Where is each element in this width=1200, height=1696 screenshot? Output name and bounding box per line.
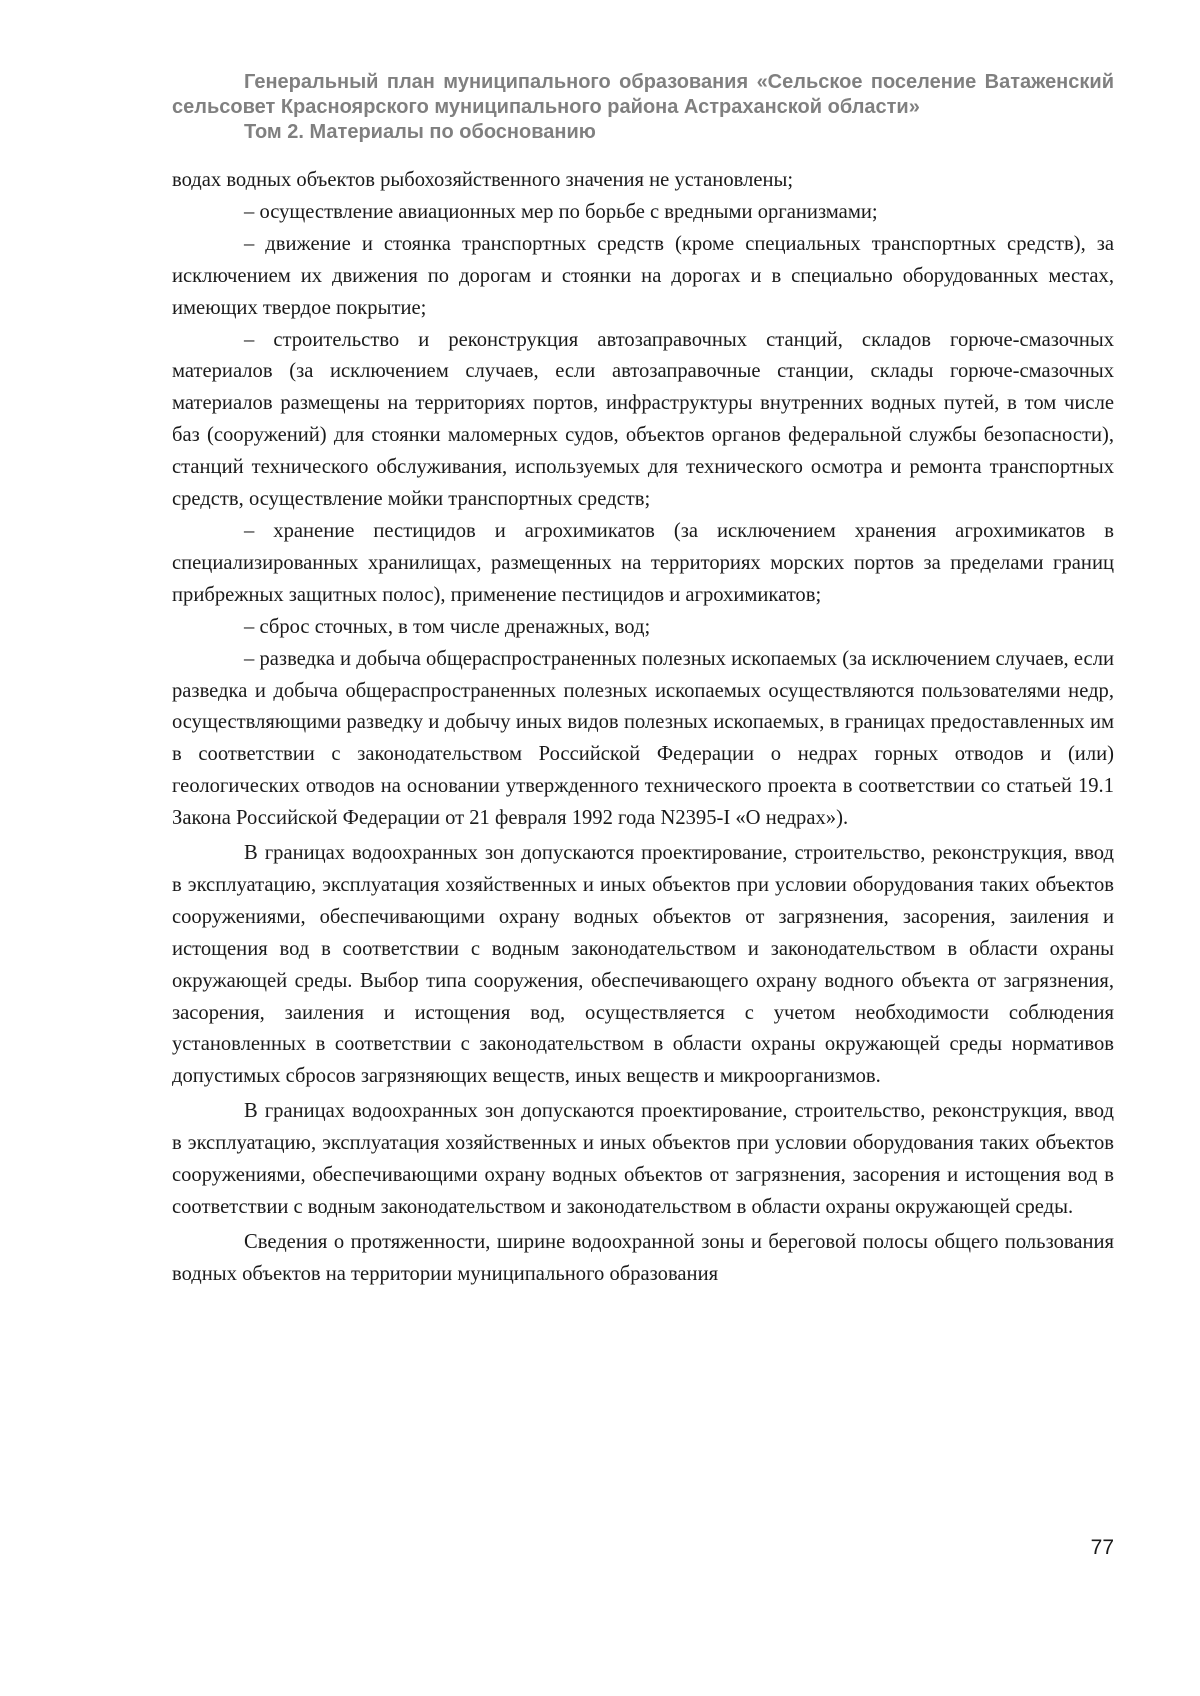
header-title-line-1: Генеральный план муниципального образования «Сельское поселение Ватаженский (244, 71, 1114, 93)
paragraph-permitted-design-2: В границах водоохранных зон допускаются проектирование, строительство, реконструкция, ввод в эксплуатацию, эксплуатация хозяйственных и иных объектов при условии оборудования таких объектов сооружениями, обеспечивающими охрану водных объектов от загрязнения, засорения и истощения вод в соответствии с водным законодательством и законодательством в области охраны окружающей среды. (172, 1100, 1114, 1218)
document-body (172, 165, 1114, 1291)
paragraph-zone-info: Сведения о протяженности, ширине водоохранной зоны и береговой полосы общего пользования водных объектов на территории муниципального образования (172, 1230, 1114, 1285)
list-item-vehicles: – движение и стоянка транспортных средств (кроме специальных транспортных средств), за исключением их движения по дорогам и стоянки на дорогах и в специально оборудованных местах, имеющих твердое покрытие; (172, 232, 1114, 319)
header-title-line-2: сельсовет Красноярского муниципального района Астраханской области» (172, 96, 920, 118)
list-item-fuel-stations: – строительство и реконструкция автозаправочных станций, складов горюче-смазочных материалов (за исключением случаев, если автозаправочные станции, склады горюче-смазочных материалов размещены на территориях портов, инфраструктуры внутренних водных путей, в том числе баз (сооружений) для стоянки маломерных судов, объектов органов федеральной службы безопасности), станций технического обслуживания, используемых для технического осмотра и ремонта транспортных средств, осуществление мойки транспортных средств; (172, 328, 1114, 511)
list-item-wastewater: – сброс сточных, в том числе дренажных, вод; (244, 615, 651, 638)
list-item-mining: – разведка и добыча общераспространенных полезных ископаемых (за исключением случаев, если разведка и добыча общераспространенных полезных ископаемых осуществляются пользователями недр, осуществляющими разведку и добычу иных видов полезных ископаемых, в границах предоставленных им в соответствии с законодательством Российской Федерации о недрах горных отводов и (или) геологических отводов на основании утвержденного технического проекта в соответствии со статьей 19.1 Закона Российской Федерации от 21 февраля 1992 года N2395-I «О недрах»). (172, 647, 1114, 830)
header-volume-line: Том 2. Материалы по обоснованию (244, 121, 596, 143)
paragraph-permitted-design-1: В границах водоохранных зон допускаются проектирование, строительство, реконструкция, ввод в эксплуатацию, эксплуатация хозяйственных и иных объектов при условии оборудования таких объектов сооружениями, обеспечивающими охрану водных объектов от загрязнения, засорения, заиления и истощения вод в соответствии с водным законодательством и законодательством в области охраны окружающей среды. Выбор типа сооружения, обеспечивающего охрану водного объекта от загрязнения, засорения, заиления и истощения вод, осуществляется с учетом необходимости соблюдения установленных в соответствии с законодательством в области охраны окружающей среды нормативов допустимых сбросов загрязняющих веществ, иных веществ и микроорганизмов. (172, 842, 1114, 1088)
running-header (172, 70, 1114, 145)
list-item-pesticides: – хранение пестицидов и агрохимикатов (за исключением хранения агрохимикатов в специализированных хранилищах, размещенных на территориях морских портов за пределами границ прибрежных защитных полос), применение пестицидов и агрохимикатов; (172, 519, 1114, 606)
paragraph-continuation: водах водных объектов рыбохозяйственного значения не установлены; (172, 169, 794, 191)
page-number: 77 (1090, 1536, 1114, 1559)
list-item-aviation: – осуществление авиационных мер по борьбе с вредными организмами; (244, 200, 878, 223)
